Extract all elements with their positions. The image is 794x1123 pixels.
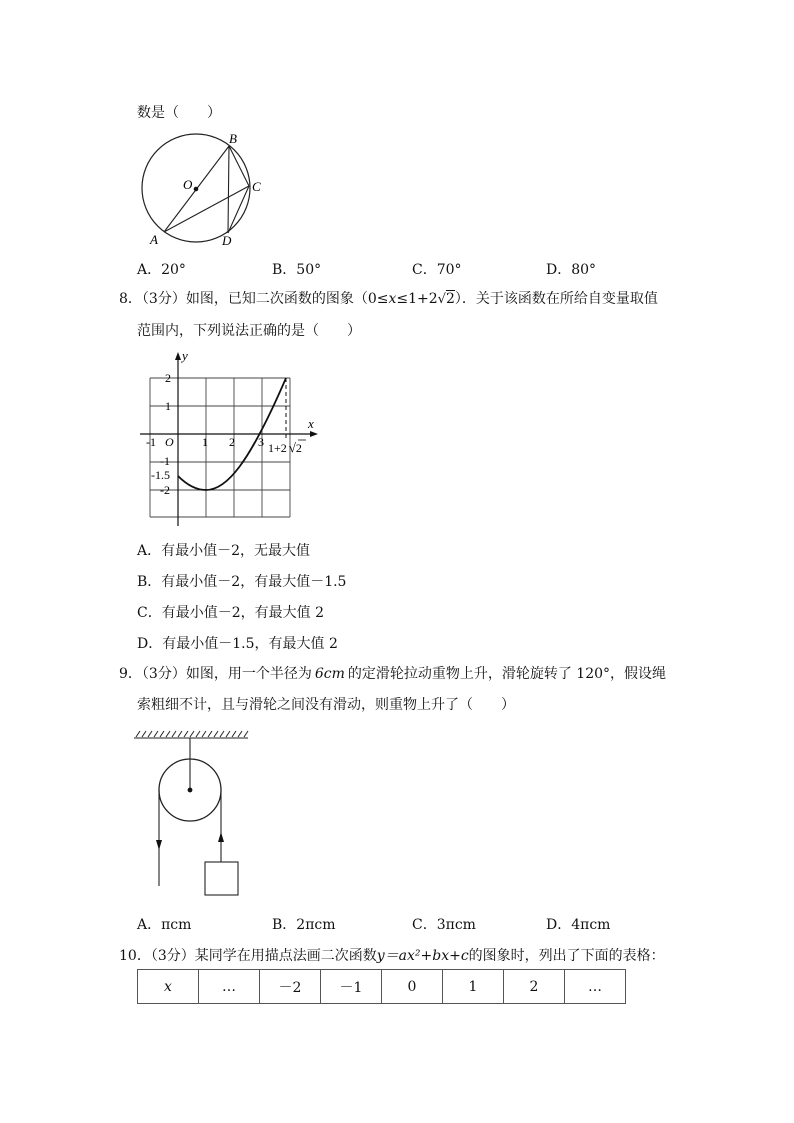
label-a: A bbox=[150, 232, 158, 247]
x-axis-arrow bbox=[310, 431, 318, 437]
y-tick--1: -1 bbox=[160, 454, 170, 468]
q9-question-line2: 索粗细不计，且与滑轮之间没有滑动，则重物上升了（ ） bbox=[137, 697, 515, 713]
x-tick--1: -1 bbox=[146, 435, 156, 449]
q9-suffix: 的定滑轮拉动重物上升，滑轮旋转了 120°，假设绳 bbox=[347, 666, 667, 682]
q7-option-c[interactable]: C．70° bbox=[412, 262, 462, 278]
table-cell: … bbox=[199, 970, 260, 1004]
q9-question-line1 bbox=[119, 664, 666, 684]
q10-question-line bbox=[119, 946, 665, 966]
chord-bc bbox=[229, 146, 249, 186]
rope-left-arrow bbox=[156, 840, 162, 850]
origin-label: O bbox=[165, 435, 174, 449]
q8-option-a[interactable]: A．有最小值－2，无最大值 bbox=[137, 543, 311, 559]
q7-option-a[interactable]: A．20° bbox=[137, 262, 186, 278]
table-cell: －1 bbox=[321, 970, 382, 1004]
q9-prefix: 9．（3分）如图，用一个半径为 bbox=[119, 666, 312, 682]
label-d: D bbox=[222, 233, 232, 248]
label-c: C bbox=[252, 179, 261, 194]
q10-formula: y＝ax²+bx+c bbox=[376, 948, 469, 964]
q10-suffix: 的图象时，列出了下面的表格： bbox=[468, 948, 665, 964]
y-axis-label: y bbox=[182, 348, 188, 363]
rope-right-arrow bbox=[218, 832, 224, 842]
chord-bd bbox=[228, 146, 229, 233]
table-cell: … bbox=[565, 970, 626, 1004]
pulley-axle bbox=[188, 788, 193, 793]
label-o: O bbox=[183, 177, 193, 192]
y-tick--1.5: -1.5 bbox=[151, 468, 170, 482]
q8-option-d[interactable]: D．有最小值－1.5，有最大值 2 bbox=[137, 636, 338, 652]
q8-mid: ≤1+2 bbox=[396, 291, 438, 307]
y-tick-2: 2 bbox=[165, 371, 171, 385]
label-b: B bbox=[229, 131, 237, 146]
q10-value-table bbox=[137, 969, 626, 1004]
q9-radius-value: 6cm bbox=[314, 666, 345, 682]
q9-option-c[interactable]: C．3πcm bbox=[412, 917, 476, 933]
y-axis-arrow bbox=[175, 352, 181, 360]
table-cell: 2 bbox=[504, 970, 565, 1004]
table-cell: 1 bbox=[443, 970, 504, 1004]
q9-option-a[interactable]: A．πcm bbox=[137, 917, 192, 933]
table-cell: －2 bbox=[260, 970, 321, 1004]
table-row bbox=[138, 970, 626, 1004]
q8-option-c[interactable]: C．有最小值－2，有最大值 2 bbox=[137, 605, 324, 621]
q8-option-b[interactable]: B．有最小值－2，有最大值－1.5 bbox=[137, 574, 347, 590]
ceiling-hatch bbox=[134, 731, 248, 738]
x-axis-label: x bbox=[308, 416, 314, 431]
endpoint-label: 1+2 √2 bbox=[268, 440, 302, 455]
weight-block bbox=[205, 862, 238, 895]
table-cell: x bbox=[138, 970, 199, 1004]
x-tick-1: 1 bbox=[202, 435, 208, 449]
y-tick-1: 1 bbox=[165, 399, 171, 413]
q7-text-tail: 数是（ ） bbox=[137, 105, 221, 121]
q8-graph bbox=[138, 348, 328, 528]
q8-question-line1 bbox=[119, 289, 658, 310]
chord-ac bbox=[164, 186, 249, 232]
center-dot bbox=[194, 187, 199, 192]
q8-question-line2: 范围内，下列说法正确的是（ ） bbox=[137, 323, 361, 339]
q7-option-d[interactable]: D．80° bbox=[546, 262, 597, 278]
q9-option-d[interactable]: D．4πcm bbox=[546, 917, 611, 933]
y-tick--2: -2 bbox=[160, 483, 170, 497]
x-tick-3: 3 bbox=[258, 435, 264, 449]
q9-pulley-figure bbox=[130, 728, 250, 898]
q8-suffix: ）．关于该函数在所给自变量取值 bbox=[454, 291, 658, 307]
q8-prefix: 8．（3分）如图，已知二次函数的图象（0≤ bbox=[119, 291, 389, 307]
x-tick-2: 2 bbox=[229, 435, 235, 449]
q7-option-b[interactable]: B．50° bbox=[272, 262, 322, 278]
q10-prefix: 10．（3分）某同学在用描点法画二次函数 bbox=[119, 948, 377, 964]
q8-sqrt: √2 bbox=[437, 291, 455, 307]
table-cell: 0 bbox=[382, 970, 443, 1004]
q9-option-b[interactable]: B．2πcm bbox=[272, 917, 336, 933]
q8-var-x: x bbox=[388, 291, 397, 307]
q8-sqrt-radicand: 2 bbox=[445, 291, 455, 307]
q7-circle-figure bbox=[130, 128, 270, 253]
